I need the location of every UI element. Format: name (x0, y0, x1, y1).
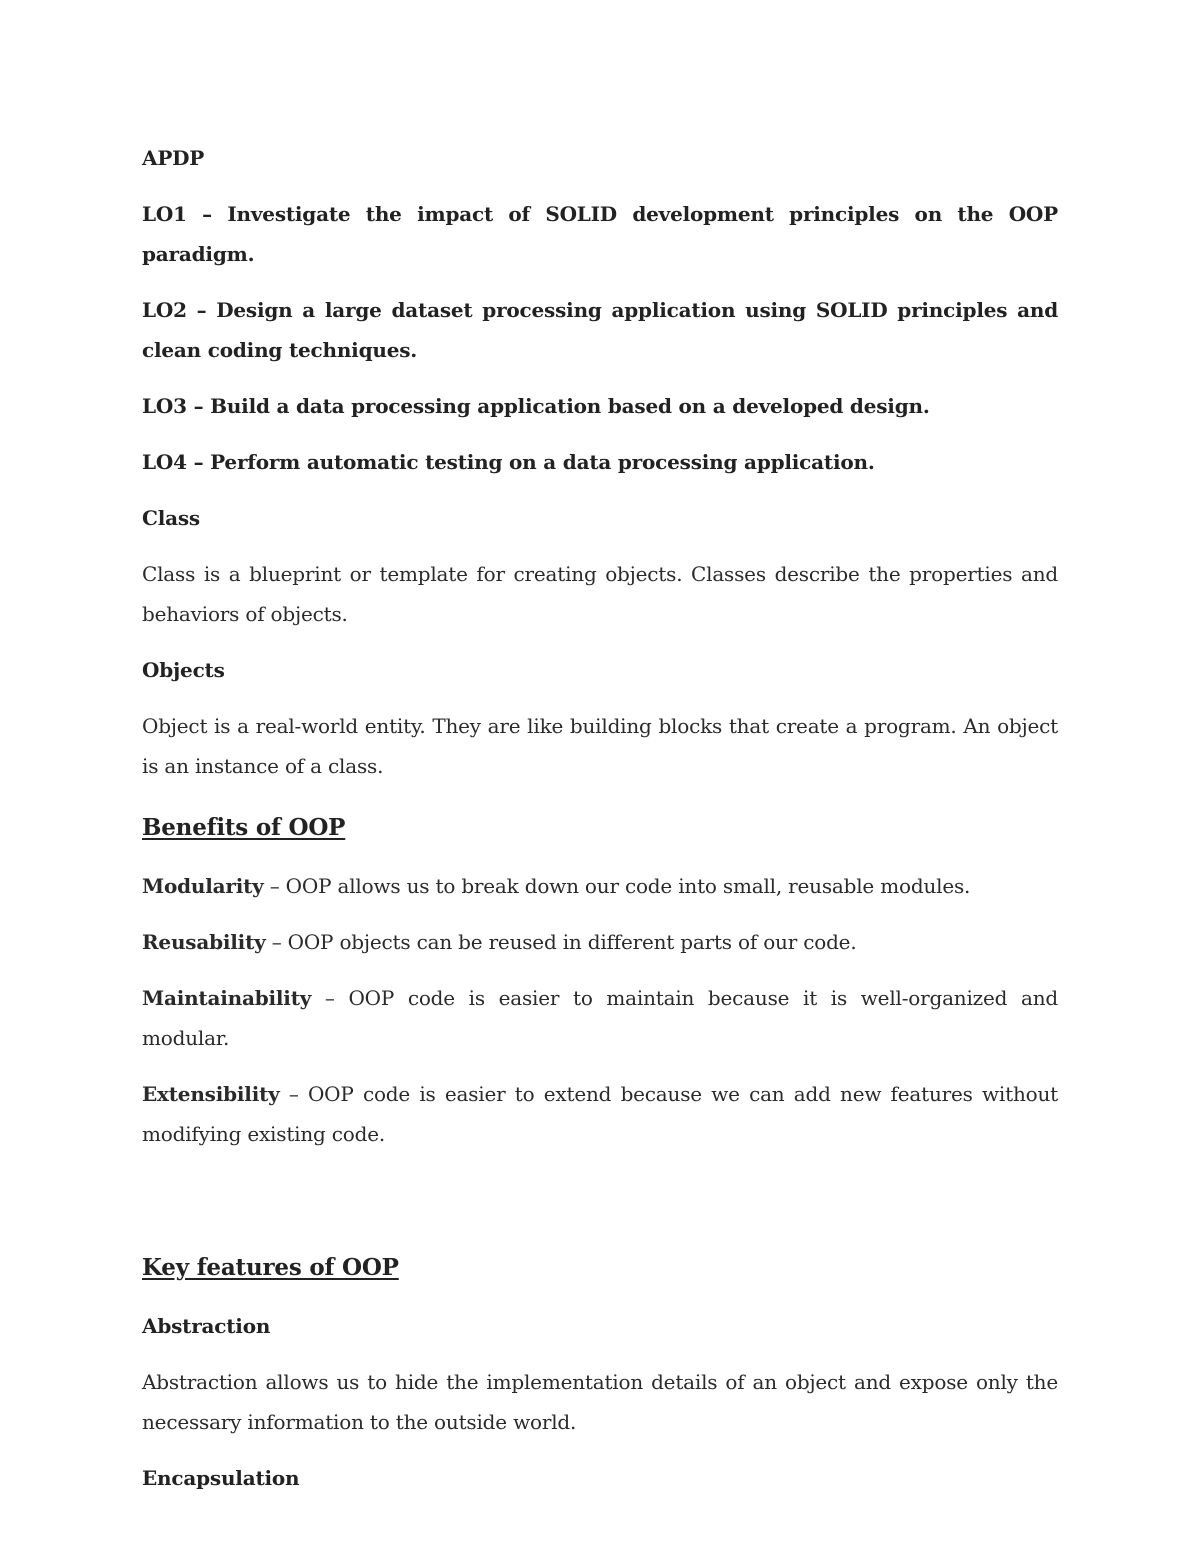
learning-outcome-1: LO1 – Investigate the impact of SOLID development principles on the OOP paradigm. (142, 202, 1058, 266)
learning-outcome-2: LO2 – Design a large dataset processing application using SOLID principles and clean coding techniques. (142, 298, 1058, 362)
benefit-item (142, 922, 1058, 962)
document-title: APDP (142, 146, 205, 170)
benefit-description: – OOP objects can be reused in different parts of our code. (265, 930, 857, 954)
features-heading: Key features of OOP (142, 1254, 399, 1281)
benefit-item (142, 866, 1058, 906)
benefit-term: Modularity (142, 874, 264, 898)
abstraction-heading: Abstraction (142, 1314, 271, 1338)
class-paragraph: Class is a blueprint or template for creating objects. Classes describe the properties and behaviors of objects. (142, 562, 1058, 626)
benefit-description: – OOP allows us to break down our code into small, reusable modules. (263, 874, 971, 898)
encapsulation-heading: Encapsulation (142, 1466, 300, 1490)
blank-line (142, 1170, 1058, 1226)
benefit-term: Reusability (142, 930, 266, 954)
benefit-item (142, 978, 1058, 1058)
abstraction-paragraph: Abstraction allows us to hide the implementation details of an object and expose only the necessary information to the outside world. (142, 1370, 1058, 1434)
benefit-term: Maintainability (142, 986, 312, 1010)
learning-outcome-4: LO4 – Perform automatic testing on a data processing application. (142, 450, 875, 474)
benefit-description: – OOP code is easier to maintain because it is well-organized and modular. (142, 986, 1058, 1050)
document-page (142, 138, 1058, 1514)
objects-paragraph: Object is a real-world entity. They are like building blocks that create a program. An object is an instance of a class. (142, 714, 1058, 778)
learning-outcome-3: LO3 – Build a data processing application based on a developed design. (142, 394, 930, 418)
benefit-term: Extensibility (142, 1082, 280, 1106)
class-heading: Class (142, 506, 200, 530)
benefits-heading: Benefits of OOP (142, 814, 346, 841)
benefit-description: – OOP code is easier to extend because we can add new features without modifying existing code. (142, 1082, 1058, 1146)
objects-heading: Objects (142, 658, 225, 682)
benefit-item (142, 1074, 1058, 1154)
